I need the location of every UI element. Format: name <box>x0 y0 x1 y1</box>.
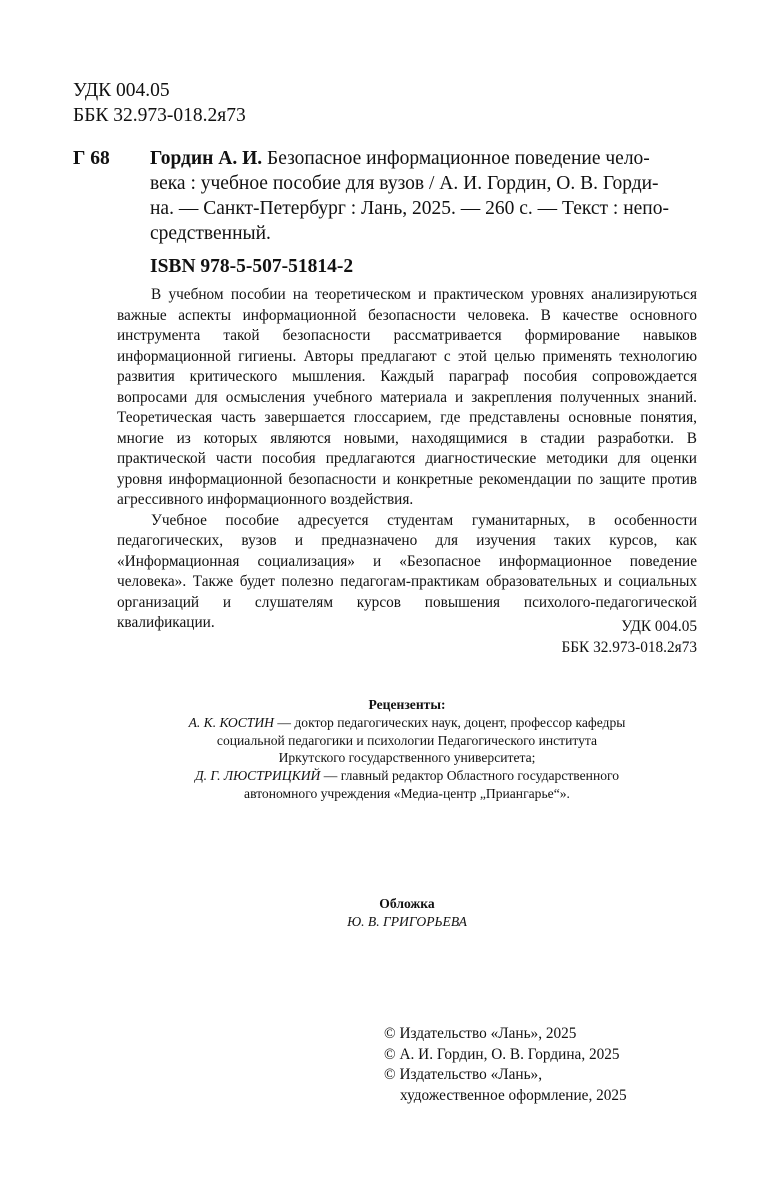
cover-designer: Ю. В. ГРИГОРЬЕВА <box>347 913 467 929</box>
entry-line-1: Безопасное информационное поведение чело- <box>262 148 650 169</box>
author-mark: Г 68 <box>73 148 110 169</box>
udk-code: УДК 004.05 <box>73 80 170 101</box>
reviewer-1-line-1: — доктор педагогических наук, доцент, профессор кафедры <box>273 714 626 730</box>
copyright-design: © Издательство «Лань», <box>384 1066 543 1083</box>
entry-line-3: на. — Санкт-Петербург : Лань, 2025. — 260 с. — Текст : непо- <box>150 198 669 219</box>
classification-footer <box>561 617 697 658</box>
reviewer-2-line-1: — главный редактор Областного государственного <box>320 768 620 784</box>
cover-heading: Обложка <box>379 896 435 911</box>
bibliographic-entry <box>73 146 697 246</box>
isbn: ISBN 978-5-507-51814-2 <box>150 256 354 277</box>
reviewers-block <box>117 696 697 803</box>
cover-credit <box>117 895 697 931</box>
reviewer-2-name: Д. Г. ЛЮСТРИЦКИЙ <box>194 768 321 784</box>
abstract-paragraph-2: Учебное пособие адресуется студентам гуманитарных, в особенности педагогических, вузов и предназначено для изучения таких курсов, как «Информационная социализация» и «Безопасное информационное поведение человека». Также будет полезно педагогам-практикам образовательных и социальных организаций и слушателям курсов повышения психолого-педагогической квалификации. <box>117 511 697 631</box>
udk-code-bottom: УДК 004.05 <box>621 618 697 635</box>
reviewers-heading: Рецензенты: <box>368 697 446 712</box>
bbk-code-bottom: ББК 32.973-018.2я73 <box>561 638 697 656</box>
copyright-publisher: © Издательство «Лань», 2025 <box>384 1025 577 1042</box>
reviewer-1-line-3: Иркутского государственного университета; <box>278 750 536 766</box>
bibliographic-description <box>150 146 697 246</box>
copyright-block <box>384 1024 627 1106</box>
reviewer-1-line-2: социальной педагогики и психологии Педагогического института <box>216 732 598 748</box>
copyright-authors: © А. И. Гордин, О. В. Гордина, 2025 <box>384 1045 620 1063</box>
reviewer-1-name: А. К. КОСТИН <box>188 714 274 730</box>
bbk-code: ББК 32.973-018.2я73 <box>73 105 246 126</box>
entry-line-4: средственный. <box>150 223 271 244</box>
classification-header <box>73 78 246 128</box>
abstract-paragraph-1: В учебном пособии на теоретическом и практическом уровнях анализируються важные аспекты информационной безопасности человека. В качестве основного инструмента такой безопасности рассматривается формирование навыков информационной гигиены. Авторы предлагают с этой целью применять технологию развития критического мышления. Каждый параграф пособия сопровождается вопросами для осмысления учебного материала и закрепления полученных знаний. Теоретическая часть завершается глоссарием, где представлены основные понятия, многие из которых являются новыми, находящимися в стадии разработки. В практической части пособия предлагаются диагностические методики для оценки уровня информационной безопасности и конкретные рекомендации по защите против агрессивного информационного воздействия. <box>117 286 697 508</box>
entry-line-2: века : учебное пособие для вузов / А. И. Гордин, О. В. Горди- <box>150 173 659 194</box>
copyright-design-cont: художественное оформление, 2025 <box>400 1086 627 1104</box>
author-name: Гордин А. И. <box>150 148 263 169</box>
abstract <box>117 285 697 634</box>
reviewer-2-line-2: автономного учреждения «Медиа-центр „Приангарье“». <box>244 785 570 801</box>
